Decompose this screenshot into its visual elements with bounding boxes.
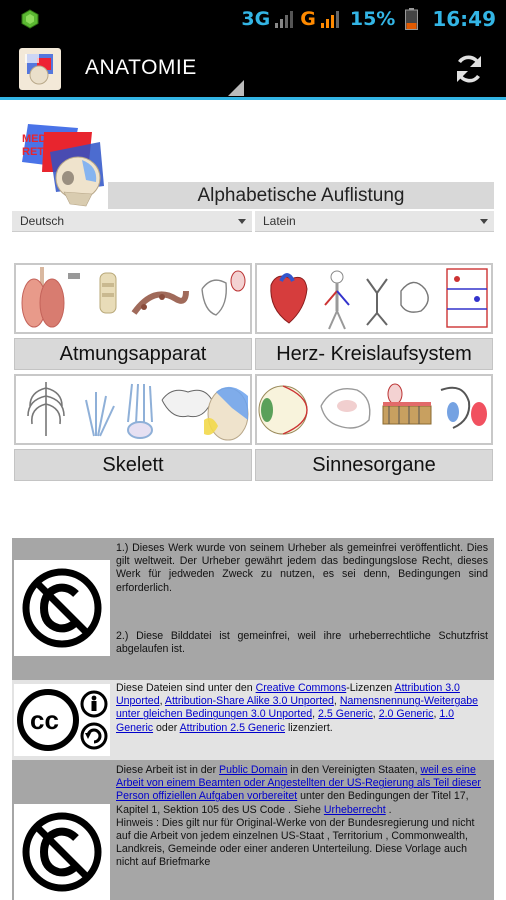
title-spinner-indicator[interactable]	[228, 80, 244, 96]
logo-text-rett: RETT	[22, 146, 51, 158]
cc-text-1: Diese Dateien sind unter den	[116, 682, 256, 694]
app-icon[interactable]	[19, 48, 61, 90]
attribution-2-5-generic-link[interactable]: Attribution 2.5 Generic	[179, 721, 286, 734]
logo-text-med: MED	[22, 133, 47, 145]
clock: 16:49	[432, 7, 496, 31]
us-text-5: Hinweis : Dies gilt nur für Original-Werke von der Bundesregierung und nicht auf die Arbeit von jedem einzelnen US-Staat , Territorium , Commonwealth, Landkreis, Gemeinde oder einer anderen Unterteilung. Diese Vorlage auch nicht auf Briefmarke	[116, 816, 475, 869]
public-domain-link[interactable]: Public Domain	[219, 764, 288, 776]
category-respiratory-button[interactable]: Atmungsapparat	[14, 338, 252, 370]
alphabetical-list-button[interactable]: Alphabetische Auflistung	[108, 182, 494, 209]
network-type-2: G	[300, 8, 316, 30]
creative-commons-icon	[14, 684, 110, 756]
creative-commons-link[interactable]: Creative Commons	[255, 682, 347, 694]
chevron-down-icon	[480, 219, 488, 224]
urheberrecht-link[interactable]: Urheberrecht	[323, 803, 386, 816]
public-domain-text-1: 1.) Dieses Werk wurde von seinem Urheber als gemeinfrei veröffentlicht. Dies gilt weltweit. Der Urheber gewährt jedem das bedingungslose Recht, dieses Werk für jedweden Zweck zu nutzen, es sei denn, Bedingungen sind erforderlich.	[116, 542, 488, 594]
category-image-skeleton[interactable]	[14, 374, 252, 445]
cc-text-5: ,	[312, 708, 319, 721]
target-language-select[interactable]	[255, 211, 494, 232]
battery-icon	[405, 8, 418, 30]
us-text-4: .	[385, 803, 392, 816]
license-us-public-domain-row	[12, 760, 494, 900]
battery-percent: 15%	[349, 8, 396, 30]
cc-text-3: ,	[159, 695, 165, 708]
us-public-domain-icon	[14, 804, 110, 900]
license-section	[12, 538, 494, 900]
public-domain-icon	[14, 560, 110, 656]
cc-text-9: lizenziert.	[285, 721, 333, 734]
notification-icon	[20, 9, 40, 29]
signal-icon	[274, 9, 296, 29]
cc-text-6: ,	[372, 708, 379, 721]
action-bar	[0, 38, 506, 100]
category-cardiovascular-button[interactable]: Herz- Kreislaufsystem	[255, 338, 493, 370]
chevron-down-icon	[238, 219, 246, 224]
us-text-3: unter den Bedingungen der Titel 17, Kapitel 1, Sektion 105 des US Code . Siehe	[116, 790, 469, 816]
us-public-domain-text	[116, 764, 488, 870]
refresh-icon[interactable]	[452, 52, 486, 86]
license-creative-commons-row	[12, 680, 494, 760]
category-image-respiratory[interactable]	[14, 263, 252, 334]
us-text-1: Diese Arbeit ist in der	[116, 764, 220, 776]
cc-text-4: ,	[333, 695, 340, 708]
cc-text-8: oder	[153, 721, 180, 734]
us-text-2: in den Vereinigten Staaten,	[287, 764, 421, 776]
category-image-cardiovascular[interactable]	[255, 263, 493, 334]
generic-2-5-link[interactable]: 2.5 Generic	[318, 708, 373, 721]
app-title[interactable]: ANATOMIE	[85, 56, 197, 79]
medrett-logo	[20, 122, 106, 212]
attribution-3-link[interactable]: Attribution 3.0 Unported	[116, 682, 460, 708]
generic-2-0-link[interactable]: 2.0 Generic	[378, 708, 434, 721]
status-bar	[0, 0, 506, 38]
signal-icon-2	[320, 9, 342, 29]
category-sense-organs-button[interactable]: Sinnesorgane	[255, 449, 493, 481]
target-language-value: Latein	[263, 214, 296, 228]
network-type-1: 3G	[241, 8, 271, 30]
svg-text:cc: cc	[30, 705, 59, 735]
category-image-sense-organs[interactable]	[255, 374, 493, 445]
public-domain-text-2: 2.) Diese Bilddatei ist gemeinfrei, weil ihre urheberrechtliche Schutzfrist abgelaufen ist.	[116, 630, 488, 656]
category-skeleton-button[interactable]: Skelett	[14, 449, 252, 481]
source-language-value: Deutsch	[20, 214, 65, 228]
cc-text-7: ,	[433, 708, 440, 721]
source-language-select[interactable]	[12, 211, 252, 232]
attribution-share-alike-link[interactable]: Attribution-Share Alike 3.0 Unported	[164, 695, 334, 708]
creative-commons-text	[116, 682, 488, 735]
license-public-domain-row	[12, 538, 494, 680]
generic-1-0-link[interactable]: 1.0 Generic	[116, 708, 455, 734]
namensnennung-link[interactable]: Namensnennung-Weitergabe unter gleichen Bedingungen 3.0 Unported	[116, 695, 479, 721]
cc-text-2: -Lizenzen	[346, 682, 395, 694]
us-government-work-link[interactable]: weil es eine Arbeit von einem Beamten oder Angestellten der US-Regierung als Teil dieser Person offiziellen Aufgaben vorbereitet	[116, 764, 481, 803]
